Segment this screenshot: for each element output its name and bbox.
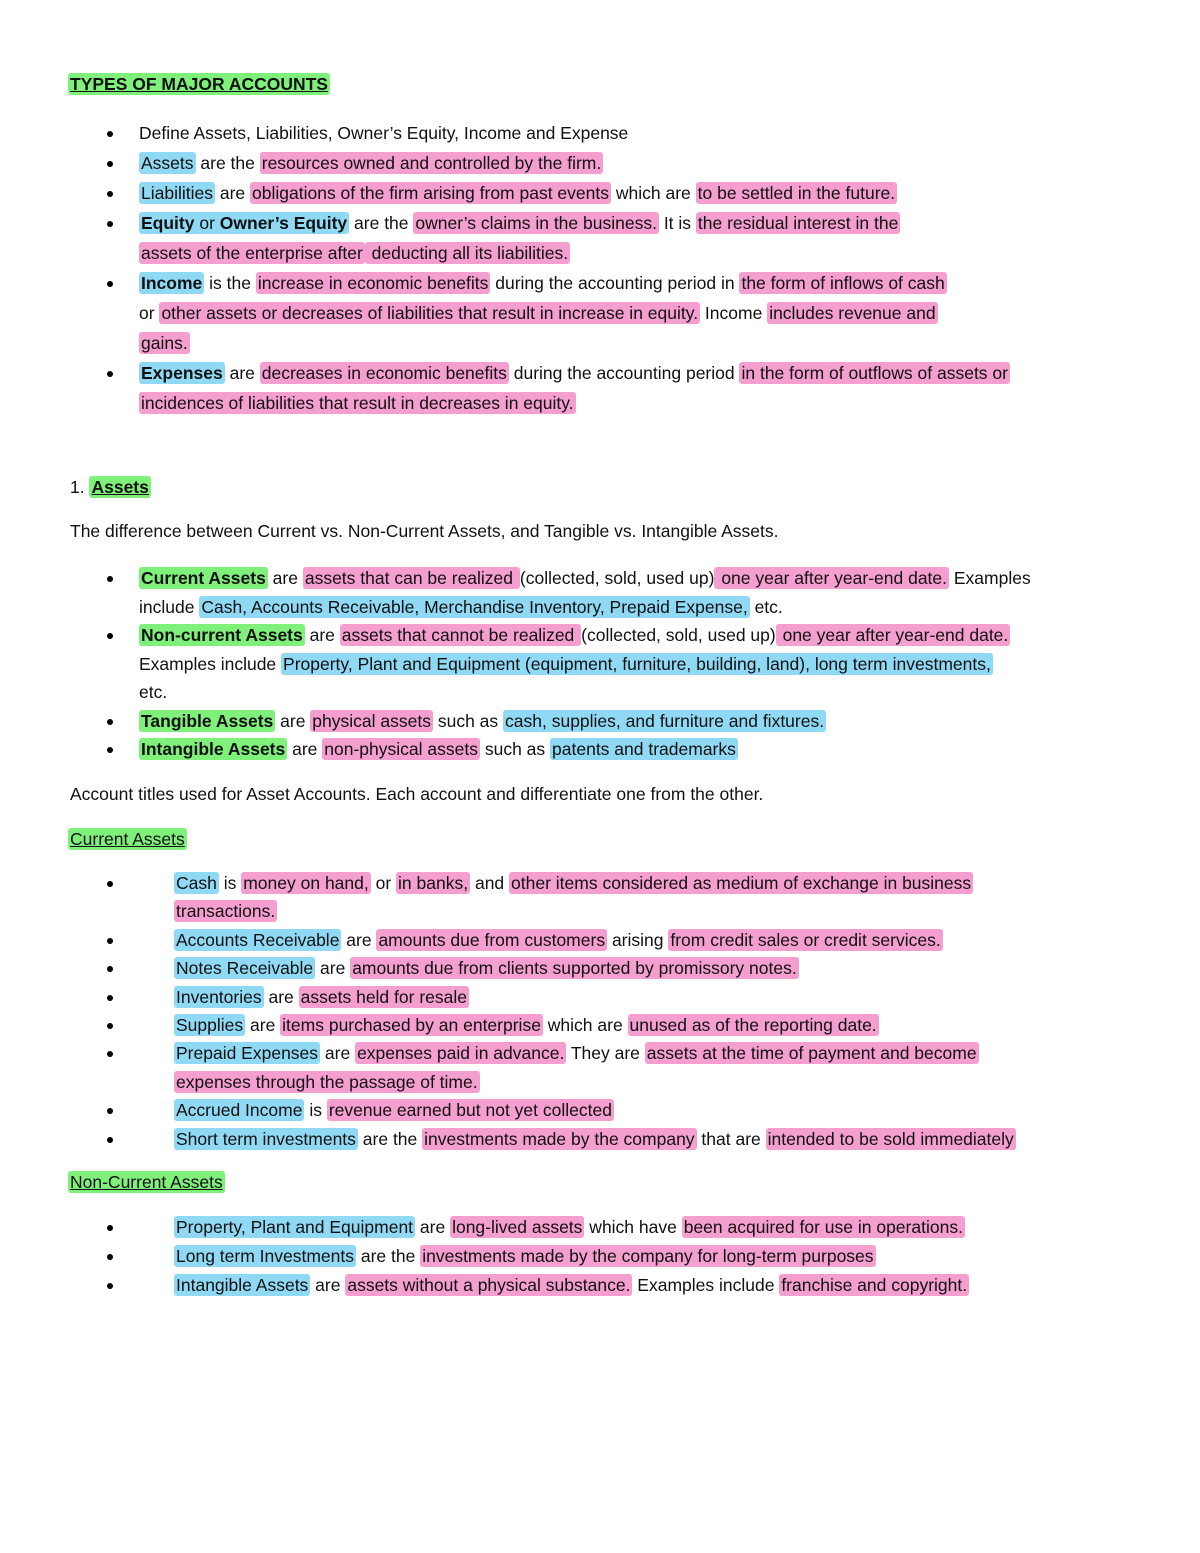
term: Current Assets [141, 568, 266, 588]
list-item: Assets are the resources owned and controlled by the firm. [139, 148, 1139, 178]
examples: Property, Plant and Equipment (equipment, furniture, building, land), long term investments, [283, 653, 991, 674]
bullet-icon [107, 281, 113, 287]
term: Accrued Income [176, 1100, 303, 1121]
definition: assets held for resale [300, 986, 467, 1007]
list-item: Long term Investments are the investments made by the company for long-term purposes [174, 1242, 1154, 1271]
definition: decreases in economic benefits [261, 363, 507, 383]
list-item: Income is the increase in economic benefits during the accounting period in the form of inflows of cash or other assets or decreases of liabilities that result in increase in equity. Income includes revenue and gains. [139, 268, 1139, 358]
definition: revenue earned but not yet collected [328, 1100, 612, 1121]
definition: the form of inflows of cash [741, 273, 945, 293]
bullet-icon [107, 966, 113, 972]
bullet-icon [107, 719, 113, 725]
bullet-icon [107, 191, 113, 197]
bullet-icon [107, 576, 113, 582]
list-item: Equity or Owner’s Equity are the owner’s claims in the business. It is the residual interest in the assets of the enterprise after deducting all its liabilities. [139, 208, 1139, 268]
bullet-icon [107, 1137, 113, 1143]
term: Cash [176, 873, 217, 893]
list-item: Cash is money on hand, or in banks, and other items considered as medium of exchange in business transactions. [174, 869, 1154, 926]
definitions-list [139, 118, 1139, 418]
definition: assets without a physical substance. [347, 1275, 631, 1295]
definition: investments made by the company for long-term purposes [422, 1246, 874, 1266]
definition: in banks, [398, 873, 469, 893]
bullet-icon [107, 1254, 113, 1260]
definition: been acquired for use in operations. [683, 1217, 963, 1237]
term: Supplies [176, 1015, 244, 1036]
definition: amounts due from clients supported by promissory notes. [352, 958, 797, 979]
definition: in the form of outflows of assets or [741, 363, 1008, 383]
bullet-icon [107, 161, 113, 167]
bullet-icon [107, 1051, 113, 1057]
definition: assets at the time of payment and become [646, 1043, 977, 1064]
term: Accounts Receivable [176, 929, 340, 950]
section-heading-current-assets: Current Assets [70, 829, 185, 849]
definition: one year after year-end date. [777, 625, 1009, 645]
page-title: TYPES OF MAJOR ACCOUNTS [70, 74, 328, 94]
definition: non-physical assets [324, 739, 478, 759]
bullet-icon [107, 131, 113, 137]
bullet-icon [107, 938, 113, 944]
definition: from credit sales or credit services. [670, 929, 941, 950]
definition: assets of the enterprise after [141, 243, 363, 263]
section-heading-assets: 1. Assets [70, 477, 149, 497]
definition: items purchased by an enterprise [282, 1015, 541, 1036]
definition: investments made by the company [424, 1128, 695, 1149]
definition: other items considered as medium of exchange in business [511, 873, 972, 893]
term: Property, Plant and Equipment [176, 1217, 414, 1237]
list-item: Intangible Assets are assets without a physical substance. Examples include franchise and copyright. [174, 1271, 1154, 1300]
term: Intangible Assets [176, 1275, 309, 1295]
list-item: Liabilities are obligations of the firm arising from past events which are to be settled in the future. [139, 178, 1139, 208]
assets-intro: The difference between Current vs. Non-Current Assets, and Tangible vs. Intangible Assets. [70, 521, 779, 541]
definition: physical assets [312, 710, 431, 731]
bullet-icon [107, 1023, 113, 1029]
definition: amounts due from customers [378, 929, 606, 950]
term: Notes Receivable [176, 958, 314, 979]
noncurrent-assets-list [174, 1213, 1154, 1300]
term: Prepaid Expenses [176, 1043, 319, 1064]
list-item: Supplies are items purchased by an enterprise which are unused as of the reporting date. [174, 1011, 1154, 1039]
definition: incidences of liabilities that result in decreases in equity. [141, 393, 574, 413]
definition: owner’s claims in the business. [415, 213, 657, 233]
list-item: Current Assets are assets that can be realized (collected, sold, used up) one year after year-end date. Examples include Cash, Accounts Receivable, Merchandise Inventory, Prepaid Expense, etc. [139, 564, 1139, 621]
current-assets-list [174, 869, 1154, 1153]
bullet-icon [107, 1108, 113, 1114]
definition: gains. [141, 333, 188, 353]
examples: Cash, Accounts Receivable, Merchandise Inventory, Prepaid Expense, [201, 596, 748, 617]
term: Inventories [176, 986, 262, 1007]
definition: deducting all its liabilities. [366, 243, 569, 263]
list-item: Inventories are assets held for resale [174, 983, 1154, 1011]
definition: other assets or decreases of liabilities that result in increase in equity. [161, 303, 699, 323]
term: Short term investments [176, 1128, 356, 1149]
bullet-icon [107, 221, 113, 227]
term: Tangible Assets [141, 710, 274, 731]
definition: obligations of the firm arising from past events [252, 183, 609, 203]
list-item: Intangible Assets are non-physical assets such as patents and trademarks [139, 735, 1139, 764]
bullet-icon [107, 747, 113, 753]
definition: resources owned and controlled by the firm. [261, 153, 602, 173]
examples: patents and trademarks [552, 739, 736, 759]
list-item: Notes Receivable are amounts due from clients supported by promissory notes. [174, 954, 1154, 982]
account-titles-note: Account titles used for Asset Accounts. Each account and differentiate one from the other. [70, 784, 764, 804]
definition: intended to be sold immediately [767, 1128, 1014, 1149]
term: Income [141, 273, 203, 293]
definition: expenses paid in advance. [357, 1043, 565, 1064]
list-item: Define Assets, Liabilities, Owner’s Equity, Income and Expense [139, 118, 1139, 148]
definition: long-lived assets [452, 1217, 583, 1237]
definition: assets that can be realized [304, 568, 518, 588]
definition: expenses through the passage of time. [176, 1071, 478, 1092]
term: Long term Investments [176, 1246, 354, 1266]
list-item: Accounts Receivable are amounts due from customers arising from credit sales or credit services. [174, 926, 1154, 954]
definition: one year after year-end date. [716, 568, 948, 588]
term: Assets [141, 153, 194, 173]
term: Non-current Assets [141, 625, 303, 645]
list-item: Property, Plant and Equipment are long-lived assets which have been acquired for use in operations. [174, 1213, 1154, 1242]
term: Owner’s Equity [219, 213, 348, 233]
definition: increase in economic benefits [257, 273, 489, 293]
definition: transactions. [176, 901, 276, 922]
term: Intangible Assets [141, 739, 286, 759]
bullet-icon [107, 881, 113, 887]
list-item: Prepaid Expenses are expenses paid in advance. They are assets at the time of payment and become expenses through the passage of time. [174, 1039, 1154, 1096]
list-item: Tangible Assets are physical assets such as cash, supplies, and furniture and fixtures. [139, 707, 1139, 736]
definition: franchise and copyright. [781, 1275, 968, 1295]
term: Liabilities [141, 183, 213, 203]
list-item: Expenses are decreases in economic benefits during the accounting period in the form of outflows of assets or incidences of liabilities that result in decreases in equity. [139, 358, 1139, 418]
definition: the residual interest in the [697, 213, 899, 233]
definition: money on hand, [243, 873, 369, 893]
examples: cash, supplies, and furniture and fixtures. [505, 710, 825, 731]
list-item: Non-current Assets are assets that cannot be realized (collected, sold, used up) one year after year-end date. Examples include Property, Plant and Equipment (equipment, furniture, building, land), long term investments, etc. [139, 621, 1139, 707]
definition: assets that cannot be realized [341, 625, 580, 645]
list-item: Short term investments are the investments made by the company that are intended to be sold immediately [174, 1125, 1154, 1153]
definition: to be settled in the future. [697, 183, 896, 203]
definition: unused as of the reporting date. [629, 1015, 877, 1036]
bullet-icon [107, 371, 113, 377]
term: Equity [141, 213, 195, 233]
term: Expenses [141, 363, 223, 383]
asset-types-list [139, 564, 1139, 764]
list-item: Accrued Income is revenue earned but not yet collected [174, 1096, 1154, 1124]
bullet-icon [107, 633, 113, 639]
bullet-icon [107, 995, 113, 1001]
bullet-icon [107, 1283, 113, 1289]
section-heading-noncurrent-assets: Non-Current Assets [70, 1172, 223, 1192]
bullet-icon [107, 1225, 113, 1231]
definition: includes revenue and [769, 303, 936, 323]
